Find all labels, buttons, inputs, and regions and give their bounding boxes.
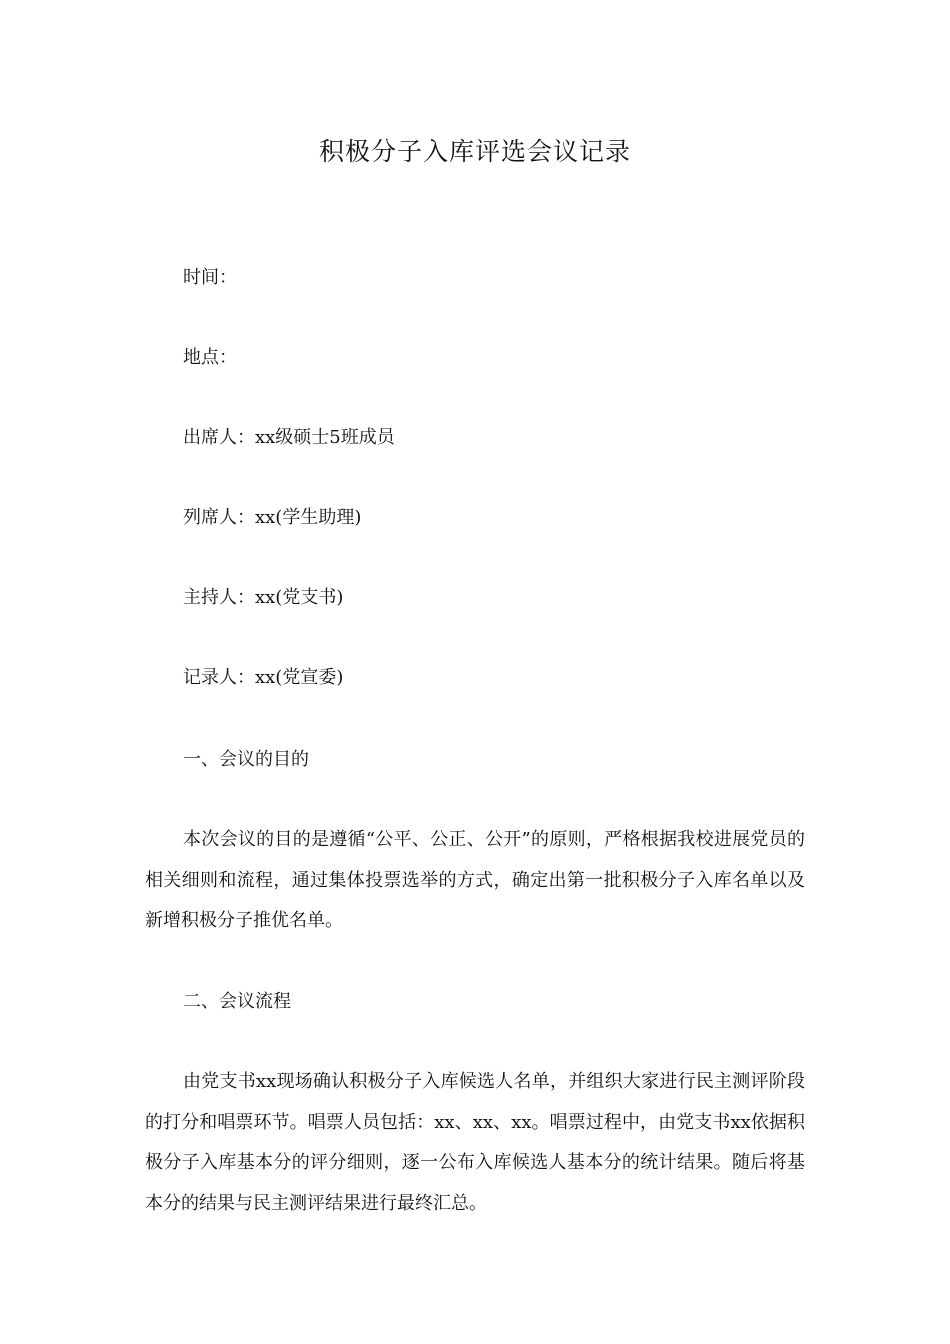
field-place: 地点： [183,347,237,368]
field-recorder: 记录人：xx(党宣委) [183,667,344,688]
section-1-body: 本次会议的目的是遵循“公平、公正、公开”的原则，严格根据我校进展党员的相关细则和流程，通过集体投票选举的方式，确定出第一批积极分子入库名单以及新增积极分子推优名单。 [145,829,805,931]
field-time: 时间： [183,267,237,288]
field-observers: 列席人：xx(学生助理) [183,507,362,528]
document-title: 积极分子入库评选会议记录 [318,137,631,166]
section-2-heading: 二、会议流程 [183,991,291,1012]
field-attendees: 出席人：xx级硕士5班成员 [183,427,395,448]
section-2-body: 由党支书xx现场确认积极分子入库候选人名单，并组织大家进行民主测评阶段的打分和唱票环节。唱票人员包括：xx、xx、xx。唱票过程中，由党支书xx依据积极分子入库基本分的评分细则，逐一公布入库候选人基本分的统计结果。随后将基本分的结果与民主测评结果进行最终汇总。 [145,1071,805,1214]
section-1-heading: 一、会议的目的 [183,749,309,770]
field-host: 主持人：xx(党支书) [183,587,344,608]
